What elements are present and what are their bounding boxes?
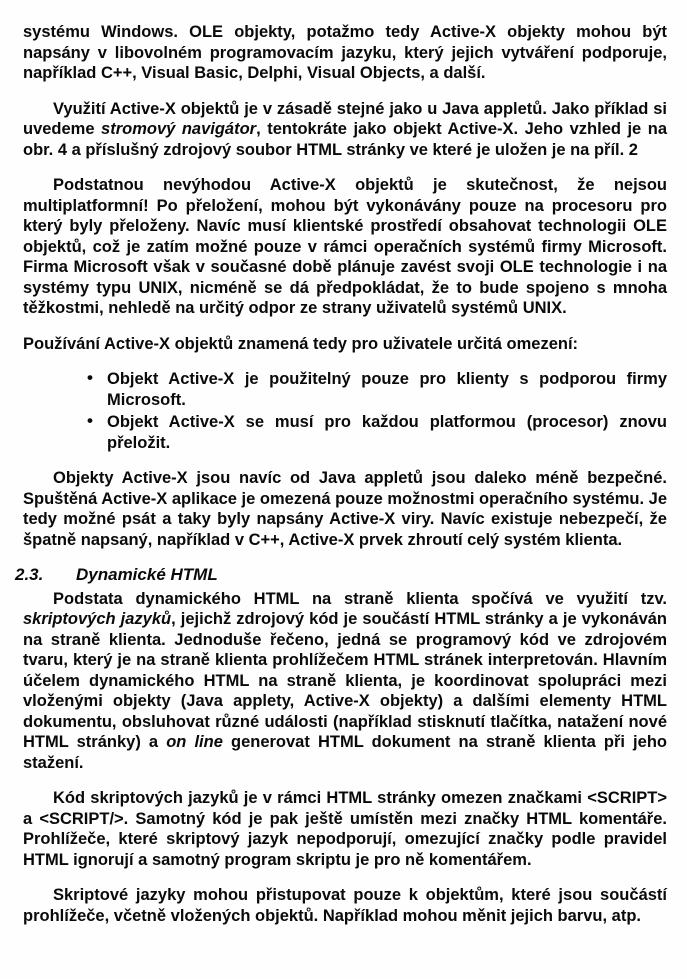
text-run: Skriptové jazyky mohou přistupovat pouze k objektům, které jsou součástí prohlížeče, včetně vložených objektů. Například mohou měnit jejich barvu, atp. [23,886,667,925]
section-heading [15,565,667,586]
text-run: generovat HTML dokument na straně klienta při jeho stažení. [23,733,667,772]
italic-text-run: skriptových jazyků [23,610,172,628]
paragraph [23,468,667,550]
text-run: systému Windows. OLE objekty, potažmo tedy Active-X objekty mohou být napsány v libovolném programovacím jazyku, který jejich vytváření podporuje, například C++, Visual Basic, Delphi, Visual Objects, a další. [23,23,667,82]
paragraph [23,885,667,926]
text-run: Podstata dynamického HTML na straně klienta spočívá ve využití tzv. [53,589,667,608]
list-item [85,369,667,410]
text-run: Používání Active-X objektů znamená tedy pro uživatele určitá omezení: [23,334,579,353]
text-run: Objekty Active-X jsou navíc od Java appletů jsou daleko méně bezpečné. Spuštěná Active-X aplikace je omezená pouze možnostmi operačního systému. Je tedy možné psát a taky byly napsány Active-X viry. Navíc existuje nebezpečí, že špatně napsaný, například v C++, Active-X prvek zhroutí celý systém klienta. [23,469,667,549]
text-run: Kód skriptových jazyků je v rámci HTML stránky omezen značkami <SCRIPT> a <SCRIPT/>. Samotný kód je pak ještě umístěn mezi značky HTML komentáře. Prohlížeče, které skriptový jazyk nepodporují, omezující značky podle pravidel HTML ignorují a samotný program skriptu je pro ně komentářem. [23,789,667,869]
paragraph [23,788,667,870]
paragraph [23,334,667,355]
document-body [15,22,667,926]
text-run: , tentokráte jako objekt Active-X. Jeho vzhled je na obr. 4 a příslušný zdrojový soubor HTML stránky ve které je uložen je na příl. 2 [23,120,667,159]
paragraph [23,99,667,161]
text-run: , jejichž zdrojový kód je součástí HTML stránky a je vykonáván na straně klienta. Jednoduše řečeno, jedná se programový kód ve zdrojovém tvaru, který je na straně klienta prohlížečem HTML stránek interpretován. Hlavním účelem dynamického HTML na straně klienta, je koordinovat spolupráci mezi vloženými objekty (Java applety, Active-X objekty) a dalšími elementy HTML dokumentu, obsluhovat různé události (například stisknutí tlačítka, natažení nové HTML stránky) a [23,610,667,751]
bullet-list [23,369,667,453]
italic-text-run: stromový navigátor [101,120,257,138]
paragraph [23,589,667,774]
list-item [85,412,667,453]
section-title: Dynamické HTML [76,565,218,584]
paragraph [23,22,667,84]
text-run: Podstatnou nevýhodou Active-X objektů je skutečnost, že nejsou multiplatformní! Po přeložení, mohou být vykonávány pouze na procesoru pro který byly přeloženy. Navíc musí klientské prostředí obsahovat technologii OLE objektů, což je zatím možné pouze v rámci operačních systémů firmy Microsoft. Firma Microsoft však v současné době plánuje zavést svoji OLE technologie i na systémy typu UNIX, nicméně se dá předpokládat, že to bude spojeno s mnoha těžkostmi, nehledě na určitý odpor ze strany uživatelů systémů UNIX. [23,176,667,317]
section-number: 2.3. [15,565,44,584]
italic-text-run: on line [166,733,223,751]
text-run: Objekt Active-X je použitelný pouze pro klienty s podporou firmy Microsoft. [107,370,667,409]
text-run: Využití Active-X objektů je v zásadě stejné jako u Java appletů. Jako příklad si uvedeme [23,99,667,138]
paragraph [23,175,667,319]
text-run: Objekt Active-X se musí pro každou platformou (procesor) znovu přeložit. [107,413,667,452]
